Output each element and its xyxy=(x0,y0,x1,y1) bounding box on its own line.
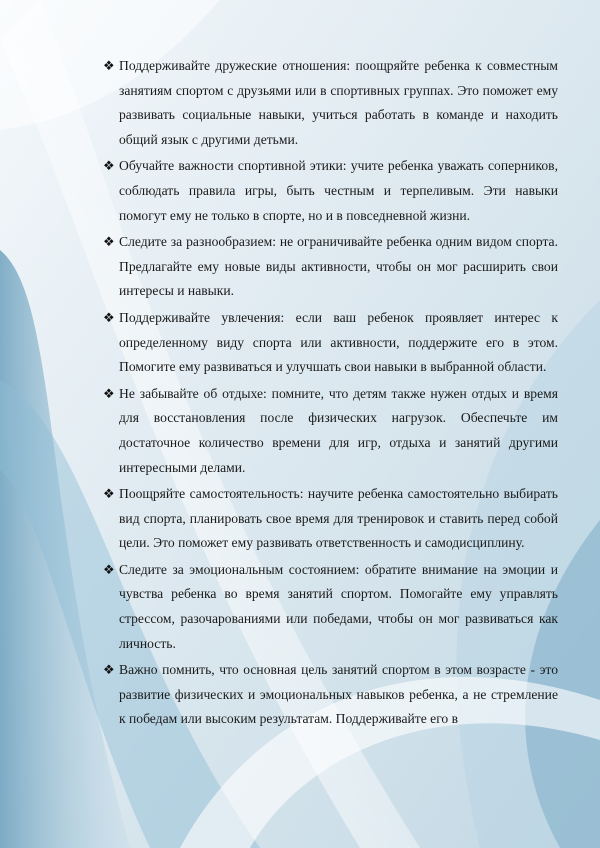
diamond-four-point-icon: ❖ xyxy=(103,486,115,502)
list-item xyxy=(103,230,558,304)
list-item-text: Не забывайте об отдыхе: помните, что детям также нужен отдых и время для восстановления после физических нагрузок. Обеспечьте им достаточное количество времени для игр, отдыха и занятий другими интересными делами. xyxy=(119,385,558,475)
diamond-four-point-icon: ❖ xyxy=(103,234,115,250)
list-item xyxy=(103,382,558,480)
recommendations-list xyxy=(103,54,558,734)
diamond-four-point-icon: ❖ xyxy=(103,561,115,577)
list-item xyxy=(103,154,558,228)
list-item xyxy=(103,482,558,556)
list-item xyxy=(103,658,558,732)
diamond-four-point-icon: ❖ xyxy=(103,58,115,73)
list-item-text: Следите за эмоциональным состоянием: обратите внимание на эмоции и чувства ребенка во время занятий спортом. Помогайте ему управлять стрессом, разочарованиями или победами, чтобы он мог развиваться как личность. xyxy=(119,561,558,651)
list-item-text: Важно помнить, что основная цель занятий спортом в этом возрасте - это развитие физических и эмоциональных навыков ребенка, а не стремление к победам или высоким результатам. Поддерживайте его в xyxy=(119,662,558,727)
list-item-text: Поощряйте самостоятельность: научите ребенка самостоятельно выбирать вид спорта, планировать свое время для тренировок и ставить перед собой цели. Это поможет ему развивать ответственность и самодисциплину. xyxy=(119,486,558,551)
list-item xyxy=(103,306,558,380)
list-item-text: Поддерживайте дружеские отношения: поощряйте ребенка к совместным занятиям спортом с друзьями или в спортивных группах. Это поможет ему развивать социальные навыки, учиться работать в команде и находить общий язык с другими детьми. xyxy=(119,58,558,147)
diamond-four-point-icon: ❖ xyxy=(103,158,115,174)
list-item-text: Следите за разнообразием: не ограничивайте ребенка одним видом спорта. Предлагайте ему новые виды активности, чтобы он мог расширить свои интересы и навыки. xyxy=(119,234,558,299)
diamond-four-point-icon: ❖ xyxy=(103,385,115,401)
diamond-four-point-icon: ❖ xyxy=(103,309,115,325)
diamond-four-point-icon: ❖ xyxy=(103,662,115,678)
list-item-text: Поддерживайте увлечения: если ваш ребенок проявляет интерес к определенному виду спорта или активности, поддержите его в этом. Помогите ему развиваться и улучшать свои навыки в выбранной области. xyxy=(119,309,558,375)
list-item xyxy=(103,54,558,152)
list-item xyxy=(103,558,558,656)
list-item-text: Обучайте важности спортивной этики: учите ребенка уважать соперников, соблюдать правила игры, быть честным и терпеливым. Эти навыки помогут ему не только в спорте, но и в повседневной жизни. xyxy=(119,158,558,223)
